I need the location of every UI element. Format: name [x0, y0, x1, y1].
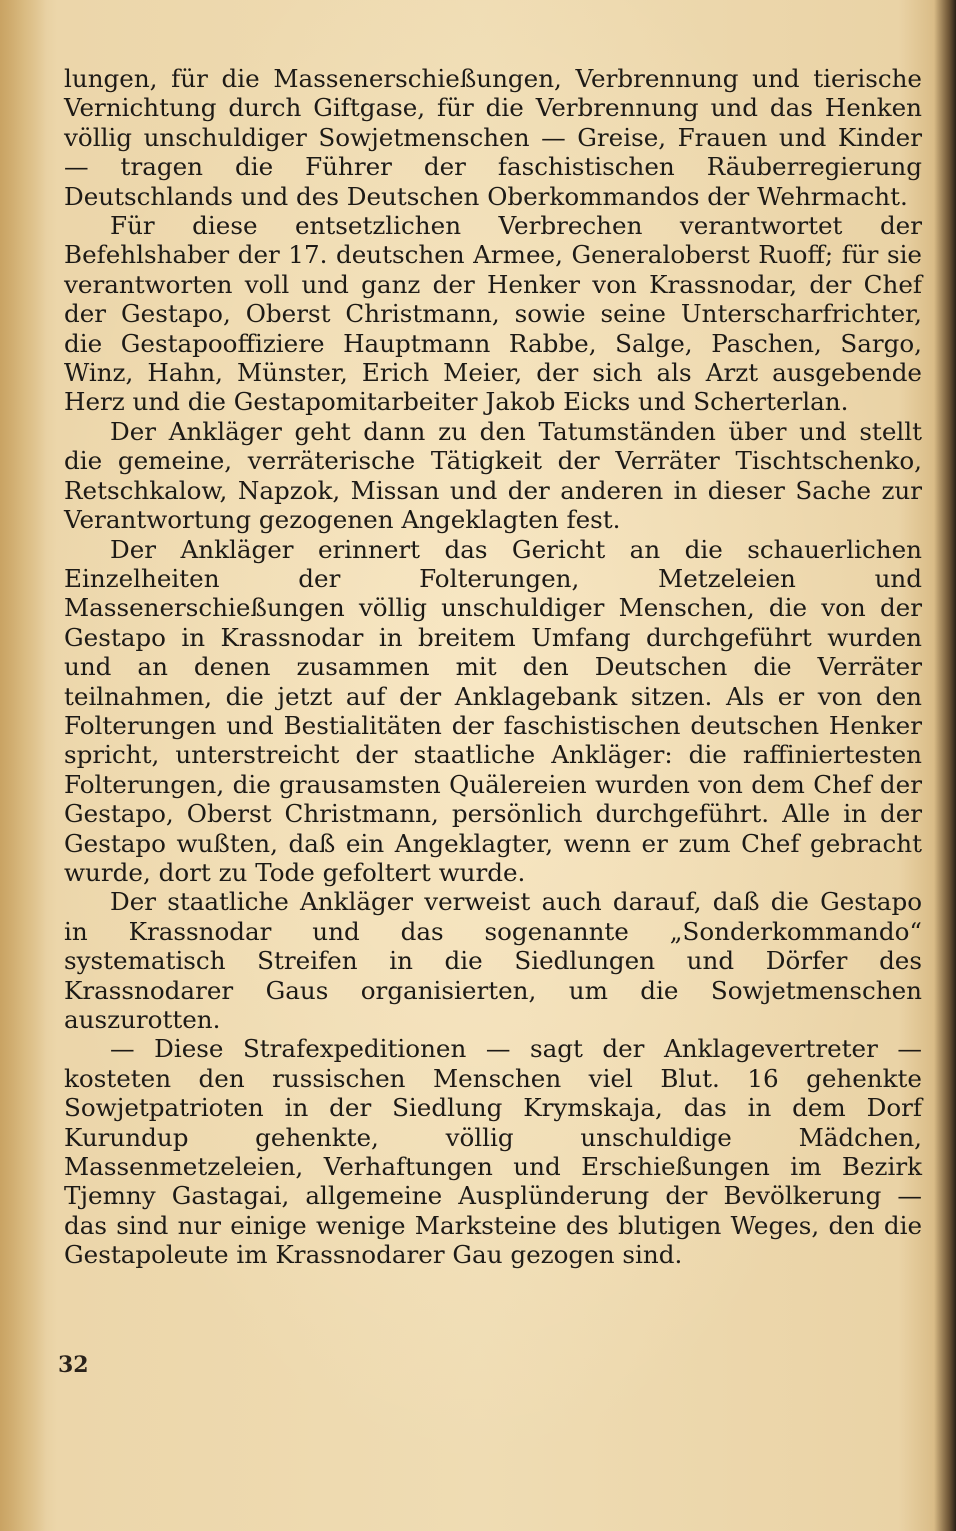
paragraph: Der Ankläger geht dann zu den Tatumständen über und stellt die gemeine, verräterische Tätigkeit der Verräter Tischtschenko, Retschkalow, Napzok, Missan und der anderen in dieser Sache zur Verantwortung gezogenen Angeklagten fest.	[64, 416, 922, 535]
paragraph: Der Ankläger erinnert das Gericht an die schauerlichen Einzelheiten der Folterungen, Metzeleien und Massenerschießungen völlig unschuldiger Menschen, die von der Gestapo in Krassnodar in breitem Umfang durchgeführt wurden und an denen zusammen mit den Deutschen die Verräter teilnahmen, die jetzt auf der Anklagebank sitzen. Als er von den Folterungen und Bestialitäten der faschistischen deutschen Henker spricht, unterstreicht der staatliche Ankläger: die raffiniertesten Folterungen, die grausamsten Quälereien wurden von dem Chef der Gestapo, Oberst Christmann, persönlich durchgeführt. Alle in der Gestapo wußten, daß ein Angeklagter, wenn er zum Chef gebracht wurde, dort zu Tode gefoltert wurde.	[64, 534, 922, 887]
paragraph: — Diese Strafexpeditionen — sagt der Anklagevertreter — kosteten den russischen Menschen viel Blut. 16 gehenkte Sowjetpatrioten in der Siedlung Krymskaja, das in dem Dorf Kurundup gehenkte, völlig unschuldige Mädchen, Massenmetzeleien, Verhaftungen und Erschießungen im Bezirk Tjemny Gastagai, allgemeine Ausplünderung der Bevölkerung — das sind nur einige wenige Marksteine des blutigen Weges, den die Gestapoleute im Krassnodarer Gau gezogen sind.	[64, 1034, 922, 1270]
paragraph: lungen, für die Massenerschießungen, Verbrennung und tierische Vernichtung durch Giftgase, für die Verbrennung und das Henken völlig unschuldiger Sowjetmenschen — Greise, Frauen und Kinder — tragen die Führer der faschistischen Räuberregierung Deutschlands und des Deutschen Oberkommandos der Wehrmacht.	[64, 64, 922, 211]
page-number: 32	[58, 1352, 89, 1378]
page-right-edge	[934, 0, 956, 1531]
paragraph: Der staatliche Ankläger verweist auch darauf, daß die Gestapo in Krassnodar und das sogenannte „Sonderkommando“ systematisch Streifen in die Siedlungen und Dörfer des Krassnodarer Gaus organisierten, um die Sowjetmenschen auszurotten.	[64, 887, 922, 1034]
paragraph: Für diese entsetzlichen Verbrechen verantwortet der Befehlshaber der 17. deutschen Armee, Generaloberst Ruoff; für sie verantworten voll und ganz der Henker von Krassnodar, der Chef der Gestapo, Oberst Christmann, sowie seine Unterscharfrichter, die Gestapooffiziere Hauptmann Rabbe, Salge, Paschen, Sargo, Winz, Hahn, Münster, Erich Meier, der sich als Arzt ausgebende Herz und die Gestapomitarbeiter Jakob Eicks und Scherterlan.	[64, 211, 922, 417]
page-left-edge	[0, 0, 46, 1531]
body-text	[64, 64, 922, 1270]
